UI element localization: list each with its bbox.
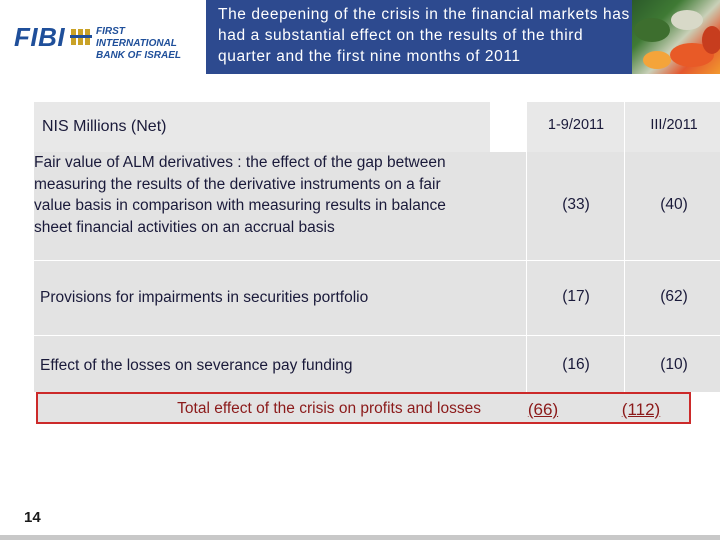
page-number: 14 — [24, 509, 41, 526]
table-row — [34, 152, 690, 260]
logo-brand: FIBI — [14, 22, 66, 52]
col2-header: III/2011 — [650, 117, 698, 133]
logo-name — [96, 26, 206, 62]
row-label: Effect of the losses on severance pay funding — [40, 357, 353, 374]
slide-header — [0, 0, 720, 74]
logo-mark-icon — [70, 26, 92, 48]
table-row — [34, 336, 690, 392]
col2-header-cell — [624, 102, 720, 152]
total-row — [36, 392, 691, 424]
slide-title: The deepening of the crisis in the financial markets has had a substantial effect on the results of the third quarter and the first nine months of 2011 — [218, 6, 630, 65]
unit-header-cell — [34, 102, 490, 152]
col1-header-cell — [526, 102, 624, 152]
row-label: Provisions for impairments in securities portfolio — [40, 289, 369, 306]
logo-name-line2: BANK OF ISRAEL — [96, 50, 181, 61]
total-label: Total effect of the crisis on profits and losses — [177, 400, 481, 417]
row-value-1-9-2011: (17) — [562, 288, 590, 305]
unit-label: NIS Millions (Net) — [42, 118, 167, 135]
row-value-iii-2011: (62) — [660, 288, 688, 305]
produce-photo-icon — [632, 0, 720, 74]
table-header-row — [34, 102, 698, 152]
logo-name-line1: FIRST INTERNATIONAL — [96, 26, 177, 49]
logo — [0, 0, 206, 74]
row-value-iii-2011: (40) — [660, 196, 688, 213]
total-value-iii-2011: (112) — [621, 400, 661, 419]
row-label: Fair value of ALM derivatives : the effect of the gap between measuring the results of the derivative instruments on a fair value basis in comparison with measuring results in balance sheet financial activities on an accrual basis — [34, 154, 446, 236]
table-row — [34, 261, 690, 335]
footer-divider — [0, 535, 720, 540]
col1-header: 1-9/2011 — [547, 117, 605, 133]
row-value-iii-2011: (10) — [660, 356, 688, 373]
total-value-1-9-2011: (66) — [527, 400, 559, 419]
header-photo — [632, 0, 720, 74]
row-value-1-9-2011: (16) — [562, 356, 590, 373]
row-value-1-9-2011: (33) — [562, 196, 590, 213]
